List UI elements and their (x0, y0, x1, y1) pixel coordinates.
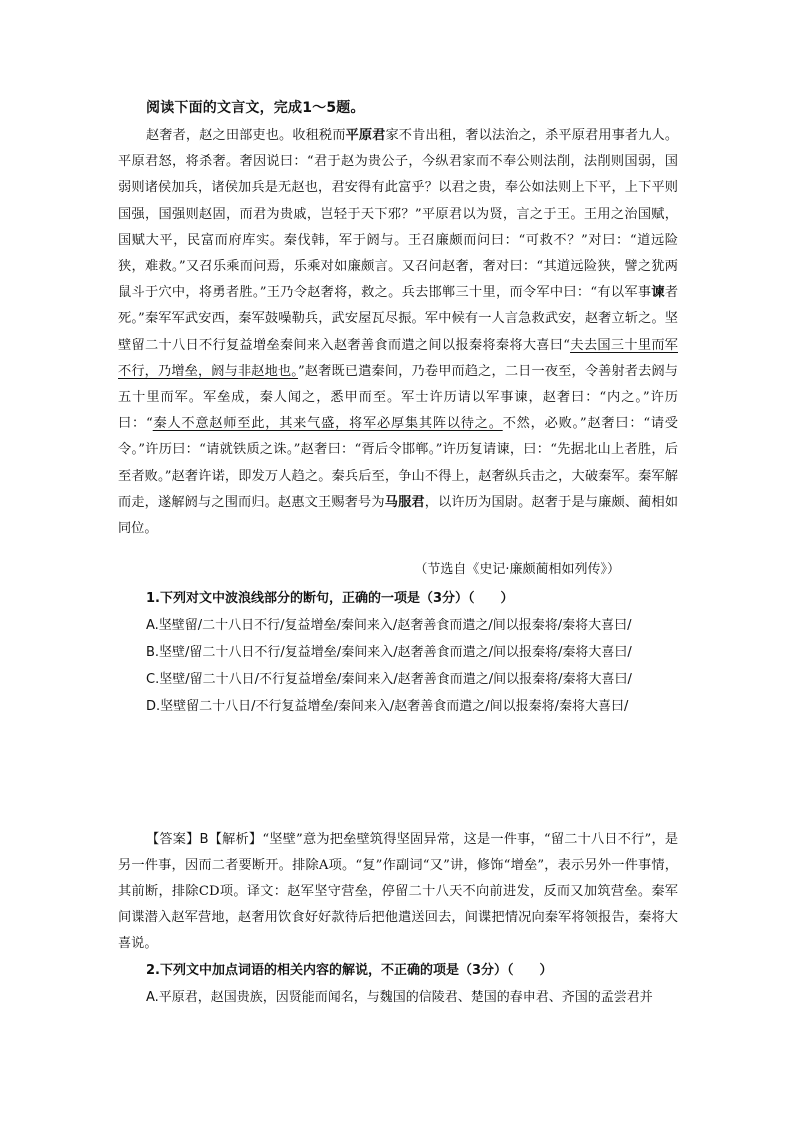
passage-text: 者死。”秦军军武安西，秦军鼓噪勒兵，武安屋瓦尽振。军中候有一人言急救武安，赵奢立斩之。坚壁留二十八日不行复益增垒秦间来入赵奢善食而遣之间以报秦将秦将大喜曰“ (118, 285, 678, 353)
question-1 (118, 586, 678, 720)
passage-text: 赵奢者，赵之田部吏也。收租税而 (146, 128, 346, 143)
question-1-title: 1.下列对文中波浪线部分的断句，正确的一项是（3分）（ ） (146, 591, 514, 606)
section-heading: 阅读下面的文言文，完成1～5题。 (146, 100, 365, 116)
dotted-term-pingyuanjun: 平原君 (345, 128, 386, 143)
question-1-option-a[interactable]: A.坚壁留/二十八日不行/复益增垒/秦间来入/赵奢善食而遣之/间以报秦将/秦将大喜曰/ (146, 618, 632, 633)
underlined-sentence-2: 秦人不意赵师至此，其来气盛，将军必厚集其阵以待之。 (152, 416, 503, 432)
underlined-sentence-1: 夫去国三十里而军不行，乃增垒，阏与非赵地也。 (118, 337, 678, 379)
question-1-option-c[interactable]: C.坚壁/留二十八日/不行复益增垒/秦间来入/赵奢善食而遣之/间以报秦将/秦将大喜曰/ (146, 672, 632, 687)
passage-text: ”赵奢既已遣秦间，乃卷甲而趋之，二日一夜至，令善射者去阏与五十里而军。军垒成，秦人闻之，悉甲而至。军士许历请以军事谏，赵奢曰：“内之。”许历曰：“ (118, 363, 678, 432)
dotted-term-jian: 谏 (651, 285, 665, 301)
question-2-title: 2.下列文中加点词语的相关内容的解说，不正确的项是（3分）（ ） (146, 963, 553, 978)
classical-passage (118, 123, 678, 542)
answer-explanation (118, 827, 678, 957)
passage-text: 家不肯出租，奢以法治之，杀平原君用事者九人。平原君怒，将杀奢。奢因说曰：“君于赵为贵公子，今纵君家而不奉公则法削，法削则国弱，国弱则诸侯加兵，诸侯加兵是无赵也，君安得有此富乎？以君之贵，奉公如法则上下平，上下平则国强，国强则赵固，而君为贵戚，岂轻于天下邪？”平原君以为贤，言之于王。王用之治国赋，国赋大平，民富而府库实。秦伐韩，军于阏与。王召廉颇而问曰：“可救不？”对曰：“道远险狭，难救。”又召乐乘而问焉，乐乘对如廉颇言。又召问赵奢，奢对曰：“其道远险狭，譬之犹两鼠斗于穴中，将勇者胜。”王乃令赵奢将，救之。兵去邯郸三十里，而令军中曰：“有以军事 (118, 128, 679, 301)
answer-label: 【答案】B【解析】 (146, 832, 263, 847)
question-2-option-a[interactable]: A.平原君，赵国贵族，因贤能而闻名，与魏国的信陵君、楚国的春申君、齐国的孟尝君并 (146, 990, 653, 1005)
passage-paragraph (118, 123, 678, 542)
passage-source: （节选自《史记·廉颇蔺相如列传》） (414, 562, 620, 577)
question-1-option-d[interactable]: D.坚壁留二十八日/不行复益增垒/秦间来入/赵奢善食而遣之/间以报秦将/秦将大喜曰/ (146, 699, 629, 714)
answer-text: “坚壁”意为把垒壁筑得坚固异常，这是一件事，“留二十八日不行”，是另一件事，因而二者要断开。排除A项。“复”作副词“又”讲，修饰“增垒”，表示另外一件事情，其前断，排除CD项。译文：赵军坚守营垒，停留二十八天不向前进发，反而又加筑营垒。秦军间谍潜入赵军营地，赵奢用饮食好好款待后把他遣送回去，间谍把情况向秦军将领报告，秦将大喜说。 (118, 832, 679, 951)
question-1-option-b[interactable]: B.坚壁/留二十八日不行/复益增垒/秦间来入/赵奢善食而遣之/间以报秦将/秦将大喜曰/ (146, 645, 632, 660)
dotted-term-mafujun: 马服君 (384, 494, 425, 510)
passage-text: ，以许历为国尉。赵奢于是与廉颇、蔺相如同位。 (118, 494, 679, 537)
passage-text: 不然，必败。”赵奢曰：“请受令。”许历曰：“请就铁质之诛。”赵奢曰：“胥后令邯郸。”许历复请谏，曰：“先据北山上者胜，后至者败。”赵奢许诺，即发万人趋之。秦兵后至，争山不得上，赵奢纵兵击之，大破秦军。秦军解而走，遂解阏与之围而归。赵惠文王赐奢号为 (118, 416, 678, 510)
question-2 (118, 958, 678, 1011)
